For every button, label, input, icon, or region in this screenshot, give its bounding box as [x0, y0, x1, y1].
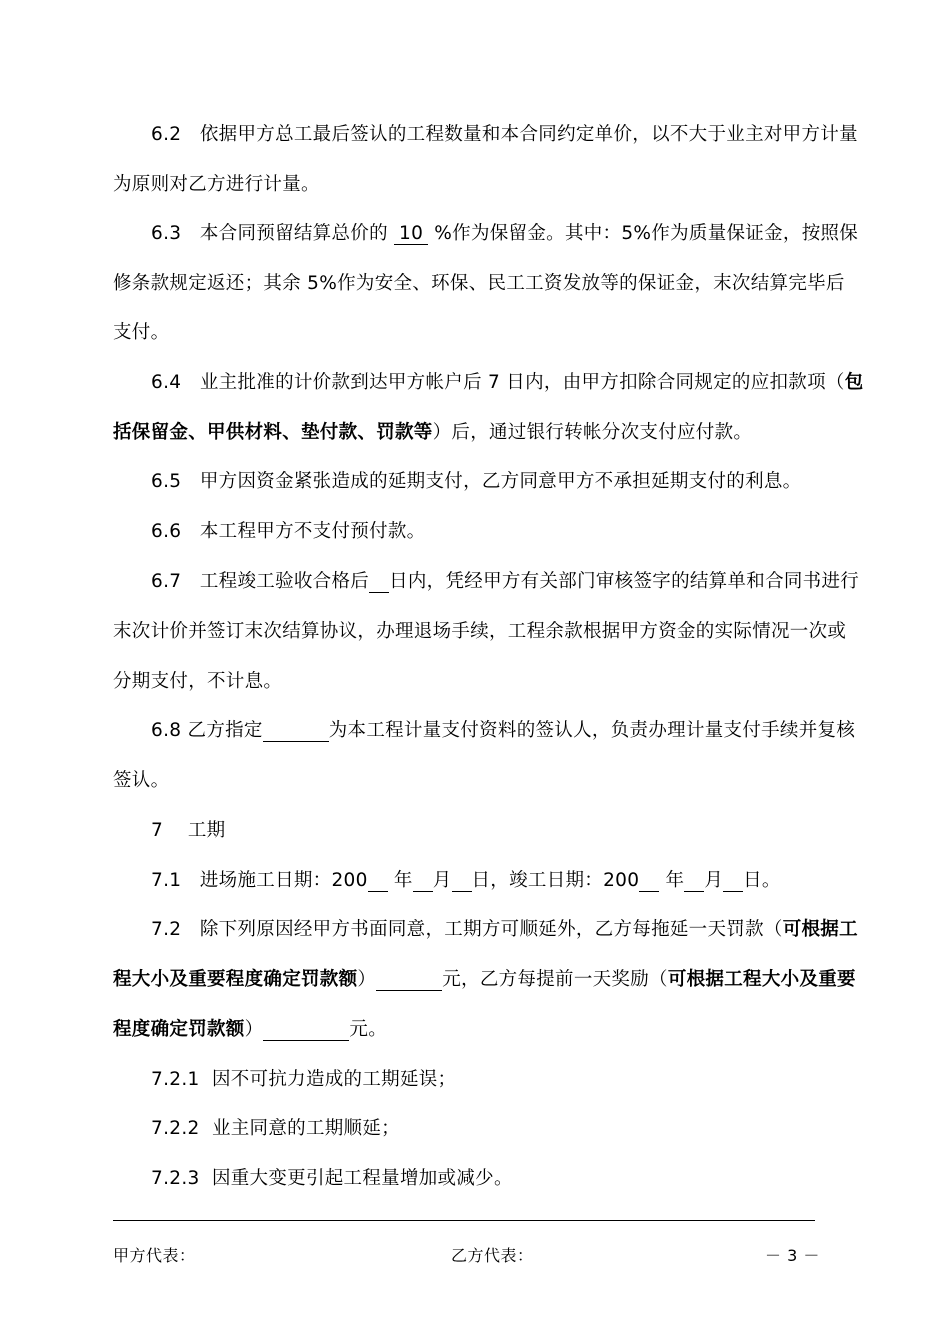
- clause-number: 6.3: [151, 223, 182, 244]
- clause-text: ）: [244, 1019, 264, 1040]
- clause-text: ）后，通过银行转帐分次支付应付款。: [432, 422, 753, 443]
- month-label: 月: [432, 870, 452, 891]
- blank-start-month-field[interactable]: [413, 871, 433, 892]
- section-number: 7: [151, 820, 164, 841]
- clause-number: 6.7: [151, 571, 182, 592]
- clause-text: 业主批准的计价款到达甲方帐户后 7 日内，由甲方扣除合同规定的应扣款项（: [199, 372, 845, 393]
- page-number: － 3 －: [765, 1246, 820, 1265]
- clause-6-6: [151, 521, 865, 543]
- blank-end-month-field[interactable]: [684, 871, 704, 892]
- blank-penalty-amount-field[interactable]: [376, 970, 442, 991]
- clause-6-3-line-3: 支付。: [113, 322, 170, 343]
- bold-text: 程度确定罚款额: [113, 1019, 245, 1040]
- clause-text: 进场施工日期：200: [199, 870, 368, 891]
- clause-6-7-line-2: 末次计价并签订末次结算协议，办理退场手续，工程余款根据甲方资金的实际情况一次或: [113, 621, 847, 642]
- clause-text: 元，乙方每提前一天奖励（: [442, 969, 668, 990]
- clause-number: 6.6: [151, 521, 182, 542]
- clause-number: 7.2: [151, 919, 182, 940]
- clause-number: 7.2.2: [151, 1118, 200, 1139]
- clause-7-2-2: [151, 1118, 865, 1140]
- blank-days-field[interactable]: [369, 572, 389, 593]
- clause-number: 6.2: [151, 124, 182, 145]
- section-7-heading: [151, 820, 865, 842]
- clause-text: 本工程甲方不支付预付款。: [199, 521, 426, 542]
- clause-text: ）: [357, 969, 377, 990]
- clause-text: 元。: [349, 1019, 388, 1040]
- footer-divider: [113, 1220, 815, 1221]
- clause-text: 除下列原因经甲方书面同意，工期方可顺延外，乙方每拖延一天罚款（: [199, 919, 783, 940]
- clause-text: 依据甲方总工最后签认的工程数量和本合同约定单价，以不大于业主对甲方计量: [199, 124, 858, 145]
- clause-6-2-line-2: 为原则对乙方进行计量。: [113, 174, 320, 195]
- clause-number: 6.8: [151, 720, 182, 741]
- clause-6-3-line-1: [151, 223, 865, 245]
- clause-7-1: [151, 870, 865, 892]
- clause-7-2-line-2: [113, 969, 865, 991]
- clause-text: %作为保留金。其中：5%作为质量保证金，按照保: [434, 223, 859, 244]
- clause-text: 因不可抗力造成的工期延误；: [211, 1069, 457, 1090]
- clause-6-8-line-2: 签认。: [113, 770, 170, 791]
- clause-number: 7.2.3: [151, 1168, 200, 1189]
- clause-7-2-line-1: [151, 919, 865, 941]
- bold-text: 程大小及重要程度确定罚款额: [113, 969, 358, 990]
- retention-percent-value: 10: [394, 224, 428, 245]
- blank-end-day-field[interactable]: [723, 871, 743, 892]
- clause-text: 日，竣工日期：200: [471, 870, 640, 891]
- clause-6-7-line-3: 分期支付，不计息。: [113, 671, 283, 692]
- clause-6-7-line-1: [151, 571, 865, 593]
- clause-number: 6.4: [151, 372, 182, 393]
- clause-6-3-line-2: 修条款规定返还；其余 5%作为安全、环保、民工工资发放等的保证金，末次结算完毕后: [113, 273, 845, 294]
- clause-text: 为本工程计量支付资料的签认人，负责办理计量支付手续并复核: [328, 720, 856, 741]
- clause-6-2-line-1: [151, 124, 865, 146]
- clause-6-5: [151, 471, 865, 493]
- clause-text: 因重大变更引起工程量增加或减少。: [211, 1168, 513, 1189]
- clause-7-2-1: [151, 1069, 865, 1091]
- clause-7-2-3: [151, 1168, 865, 1190]
- clause-7-2-line-3: [113, 1019, 865, 1041]
- clause-text: 乙方指定: [187, 720, 263, 741]
- bold-text: 可根据工程大小及重要: [667, 969, 856, 990]
- party-b-representative-label: 乙方代表：: [451, 1246, 534, 1265]
- month-label: 月: [704, 870, 724, 891]
- clause-number: 7.2.1: [151, 1069, 200, 1090]
- clause-text: 日内，凭经甲方有关部门审核签字的结算单和合同书进行: [389, 571, 860, 592]
- clause-6-4-line-1: [151, 372, 865, 394]
- bold-text: 可根据工: [782, 919, 858, 940]
- blank-start-day-field[interactable]: [452, 871, 472, 892]
- clause-6-4-line-2: [113, 422, 865, 444]
- bold-text: 括保留金、甲供材料、垫付款、罚款等: [113, 422, 433, 443]
- year-label: 年: [393, 870, 413, 891]
- blank-start-year-field[interactable]: [368, 871, 388, 892]
- clause-text: 日。: [743, 870, 781, 891]
- clause-text: 甲方因资金紧张造成的延期支付，乙方同意甲方不承担延期支付的利息。: [199, 471, 802, 492]
- blank-signatory-field[interactable]: [263, 721, 329, 742]
- blank-end-year-field[interactable]: [639, 871, 659, 892]
- bold-text: 包: [844, 372, 864, 393]
- blank-reward-amount-field[interactable]: [263, 1020, 349, 1041]
- clause-number: 7.1: [151, 870, 182, 891]
- clause-number: 6.5: [151, 471, 182, 492]
- clause-text: 工程竣工验收合格后: [199, 571, 370, 592]
- year-label: 年: [665, 870, 685, 891]
- party-a-representative-label: 甲方代表：: [113, 1246, 196, 1265]
- clause-text: 本合同预留结算总价的: [199, 223, 388, 244]
- clause-text: 业主同意的工期顺延；: [211, 1118, 400, 1139]
- section-title: 工期: [187, 820, 226, 841]
- clause-6-8-line-1: [151, 720, 865, 742]
